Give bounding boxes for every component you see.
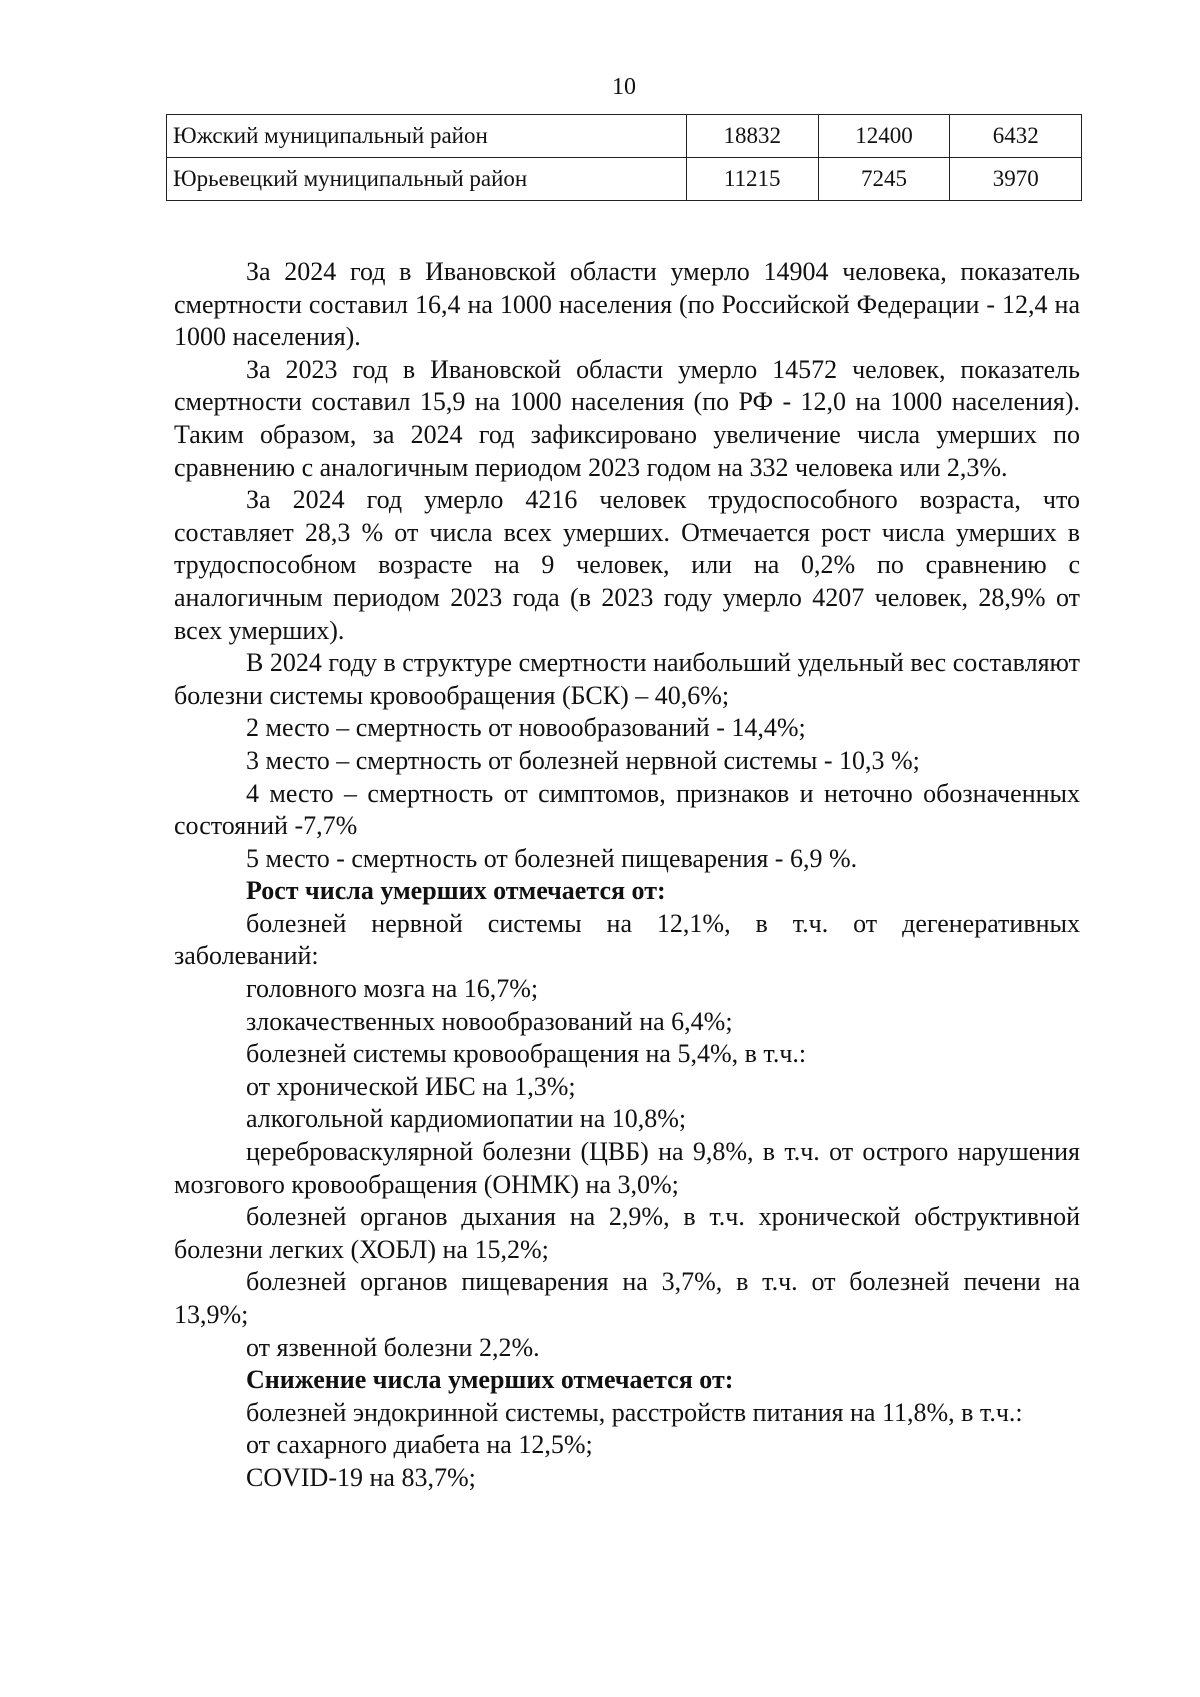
paragraph: болезней органов пищеварения на 3,7%, в т.ч. от болезней печени на 13,9%; <box>174 1267 1080 1329</box>
paragraph: 5 место - смертность от болезней пищеварения - 6,9 %. <box>246 843 858 873</box>
paragraph: болезней системы кровообращения на 5,4%, в т.ч.: <box>246 1039 807 1069</box>
paragraph: от хронической ИБС на 1,3%; <box>246 1071 576 1101</box>
paragraph: 2 место – смертность от новообразований - 14,4%; <box>246 713 806 743</box>
section-heading-decline: Снижение числа умерших отмечается от: <box>246 1365 734 1395</box>
section-heading-growth: Рост числа умерших отмечается от: <box>246 876 666 906</box>
district-name: Южский муниципальный район <box>167 115 687 158</box>
table-row <box>167 158 1082 201</box>
table-cell: 11215 <box>686 158 818 201</box>
paragraph: 3 место – смертность от болезней нервной системы - 10,3 %; <box>246 745 920 775</box>
paragraph: от сахарного диабета на 12,5%; <box>246 1430 593 1460</box>
body-text <box>174 256 1080 1495</box>
paragraph: алкогольной кардиомиопатии на 10,8%; <box>246 1104 687 1134</box>
paragraph: За 2023 год в Ивановской области умерло 14572 человек, показатель смертности составил 15,9 на 1000 населения (по РФ - 12,0 на 1000 населения). Таким образом, за 2024 год зафиксировано увеличение числа умерших по сравнению с аналогичным периодом 2023 годом на 332 человека или 2,3%. <box>174 354 1080 482</box>
district-table <box>166 114 1082 201</box>
paragraph: головного мозга на 16,7%; <box>246 974 539 1004</box>
table-row <box>167 115 1082 158</box>
paragraph: COVID-19 на 83,7%; <box>246 1462 476 1492</box>
paragraph: от язвенной болезни 2,2%. <box>246 1332 540 1362</box>
table-cell: 12400 <box>818 115 950 158</box>
table-cell: 18832 <box>686 115 818 158</box>
table-cell: 7245 <box>818 158 950 201</box>
table-cell: 6432 <box>950 115 1082 158</box>
paragraph: цереброваскулярной болезни (ЦВБ) на 9,8%, в т.ч. от острого нарушения мозгового кровообращения (ОНМК) на 3,0%; <box>174 1137 1080 1199</box>
district-name: Юрьевецкий муниципальный район <box>167 158 687 201</box>
paragraph: злокачественных новообразований на 6,4%; <box>246 1006 733 1036</box>
paragraph: В 2024 году в структуре смертности наибольший удельный вес составляют болезни системы кровообращения (БСК) – 40,6%; <box>174 648 1080 710</box>
paragraph: болезней органов дыхания на 2,9%, в т.ч. хронической обструктивной болезни легких (ХОБЛ) на 15,2%; <box>174 1202 1080 1264</box>
paragraph: За 2024 год умерло 4216 человек трудоспособного возраста, что составляет 28,3 % от числа всех умерших. Отмечается рост числа умерших в трудоспособном возрасте на 9 человек, или на 0,2% по сравнению с аналогичным периодом 2023 года (в 2023 году умерло 4207 человек, 28,9% от всех умерших). <box>174 485 1080 645</box>
paragraph: 4 место – смертность от симптомов, признаков и неточно обозначенных состояний -7,7% <box>174 778 1080 841</box>
table-cell: 3970 <box>950 158 1082 201</box>
page-number: 10 <box>612 74 636 100</box>
paragraph: За 2024 год в Ивановской области умерло 14904 человека, показатель смертности составил 16,4 на 1000 населения (по Российской Федерации - 12,4 на 1000 населения). <box>174 257 1080 352</box>
paragraph: болезней нервной системы на 12,1%, в т.ч. от дегенеративных заболеваний: <box>174 908 1080 971</box>
paragraph: болезней эндокринной системы, расстройств питания на 11,8%, в т.ч.: <box>246 1397 1023 1427</box>
